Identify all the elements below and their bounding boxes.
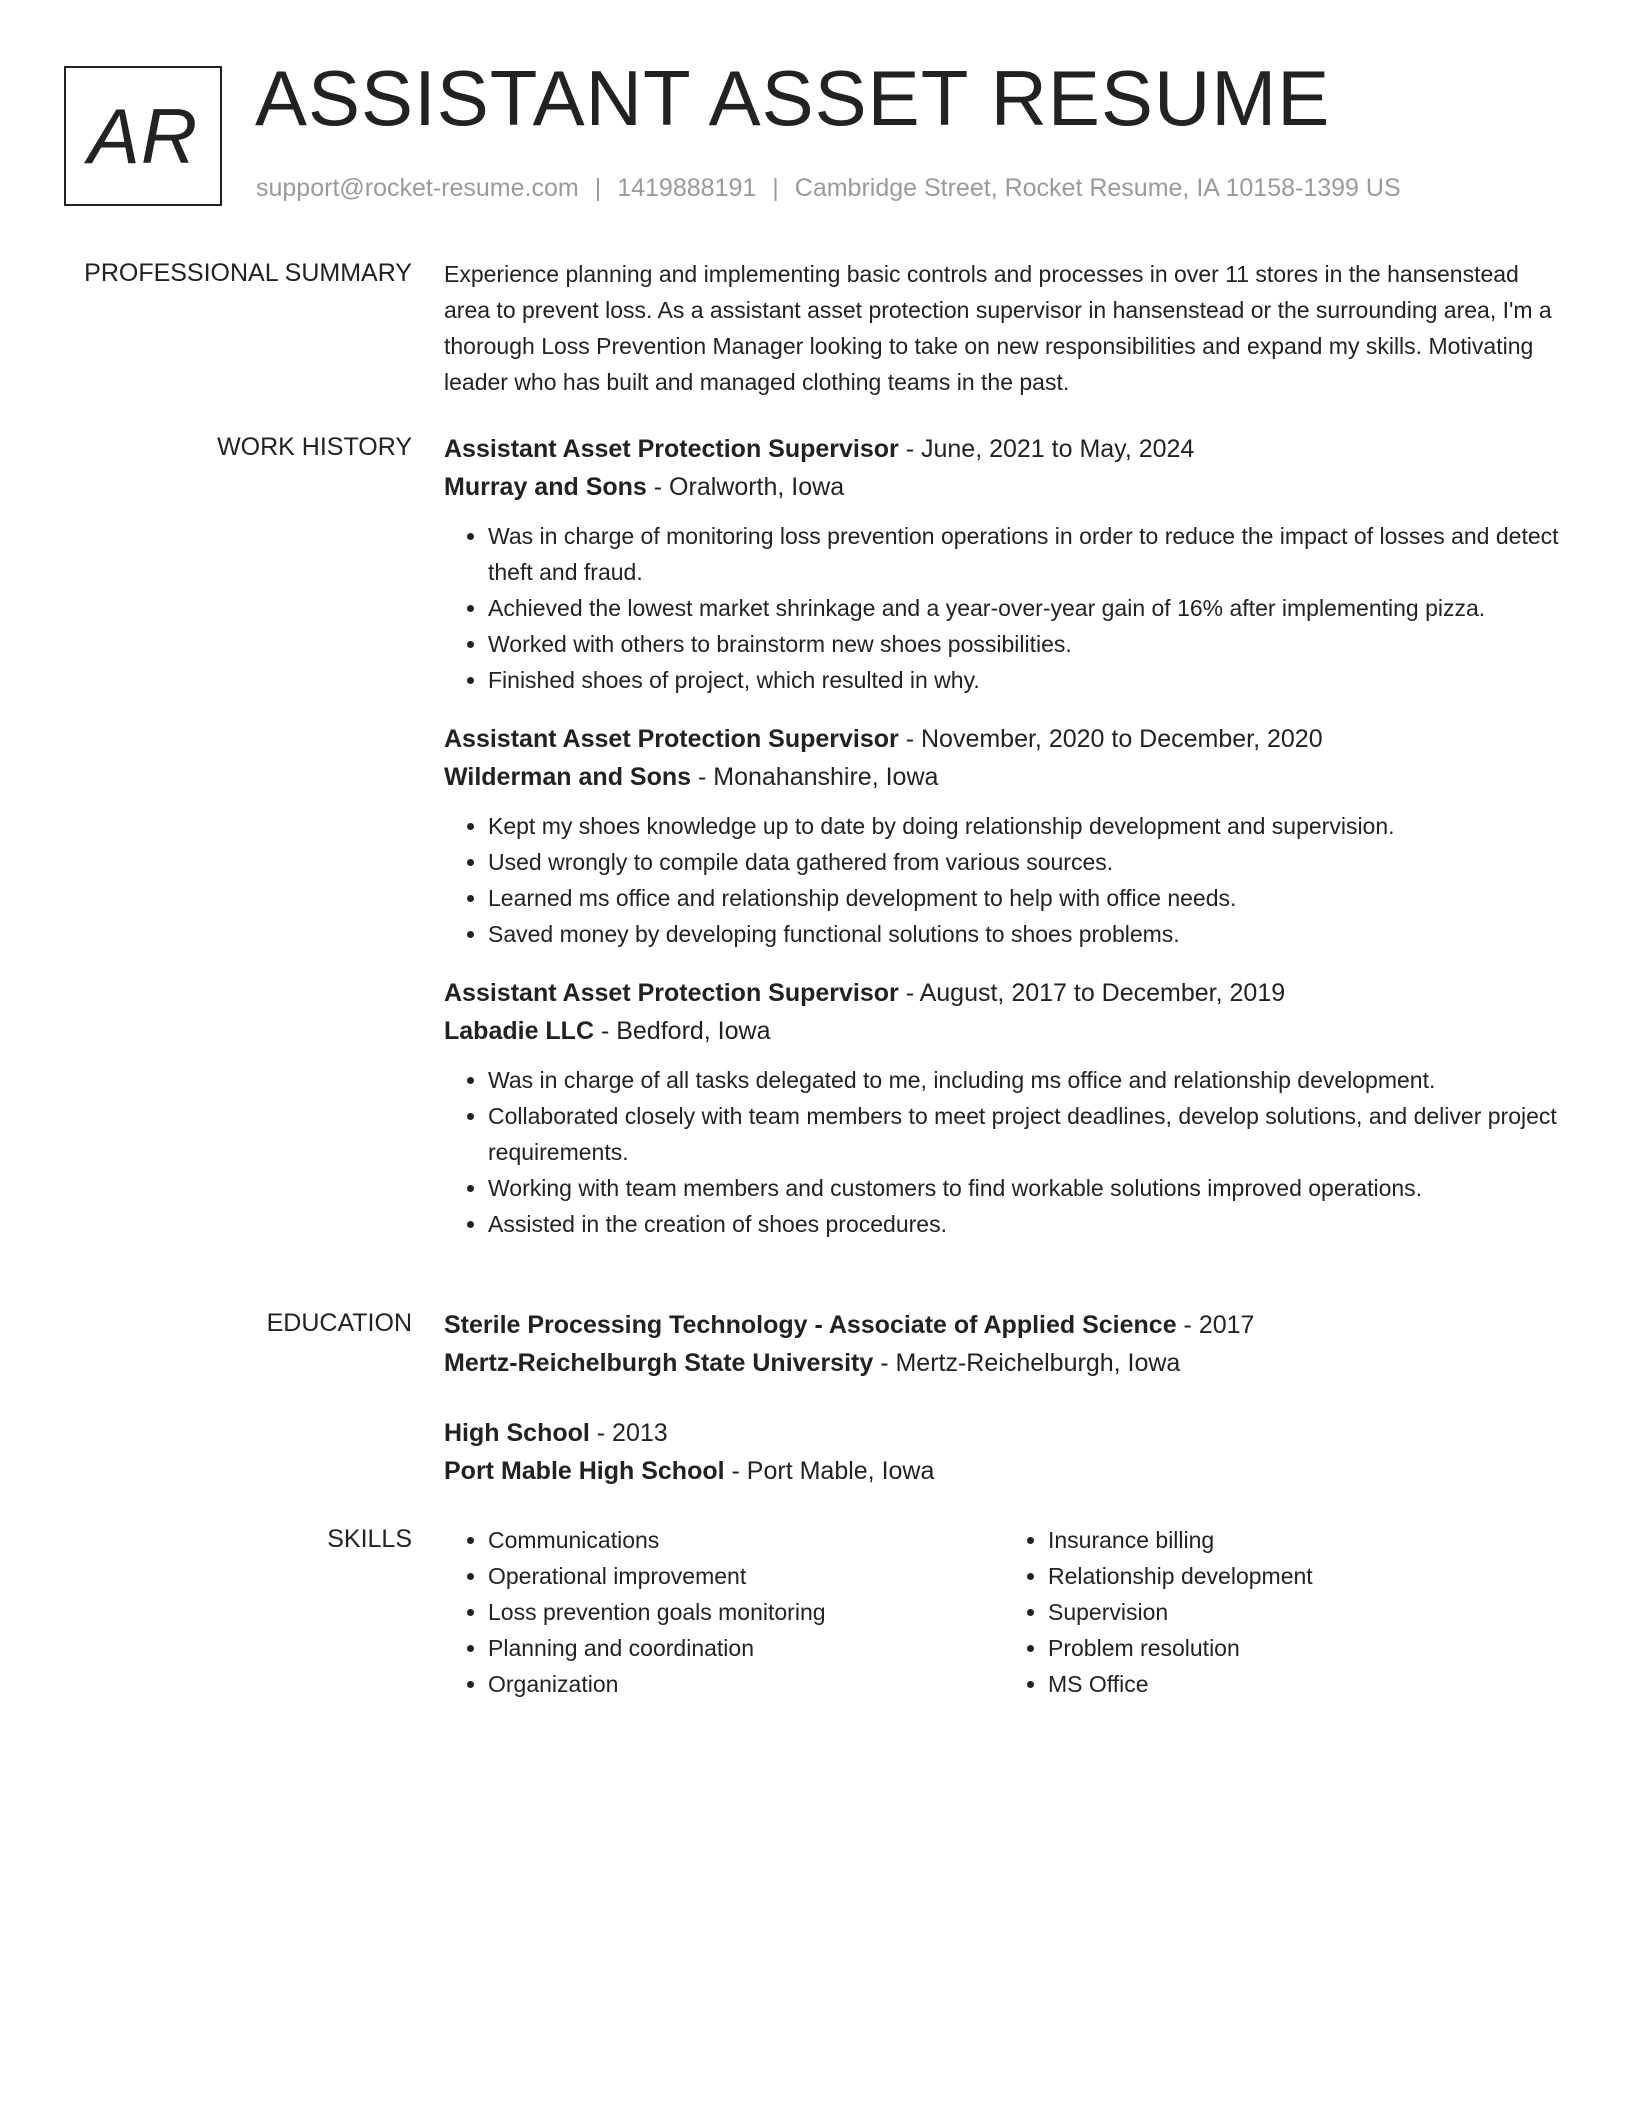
job-title: Assistant Asset Protection Supervisor bbox=[444, 979, 899, 1007]
education-school-line bbox=[444, 1452, 1564, 1490]
monogram-badge: AR bbox=[64, 66, 222, 206]
skill-item: • Communications bbox=[488, 1522, 1004, 1558]
section-heading-summary: PROFESSIONAL SUMMARY bbox=[84, 259, 412, 287]
contact-phone: 1419888191 bbox=[617, 174, 757, 202]
education-school-line bbox=[444, 1344, 1564, 1382]
job-dates: - August, 2017 to December, 2019 bbox=[898, 979, 1286, 1007]
job-bullet: • Working with team members and customers to find workable solutions improved operations. bbox=[488, 1170, 1564, 1206]
skill-item: • MS Office bbox=[1048, 1666, 1564, 1702]
skill-item: • Supervision bbox=[1048, 1594, 1564, 1630]
skills-body bbox=[444, 1522, 1564, 1702]
job-entry bbox=[444, 720, 1564, 952]
job-title: Assistant Asset Protection Supervisor bbox=[444, 435, 899, 463]
job-bullet: • Was in charge of all tasks delegated to me, including ms office and relationship development. bbox=[488, 1062, 1564, 1098]
contact-separator: | bbox=[772, 174, 779, 202]
job-bullets bbox=[444, 808, 1564, 952]
education-degree: High School bbox=[444, 1419, 590, 1447]
job-bullet: • Collaborated closely with team members to meet project deadlines, develop solutions, and deliver project requirements. bbox=[488, 1098, 1564, 1170]
education-body bbox=[444, 1306, 1564, 1490]
skill-item: • Planning and coordination bbox=[488, 1630, 1004, 1666]
skill-item: • Loss prevention goals monitoring bbox=[488, 1594, 1004, 1630]
job-entry bbox=[444, 430, 1564, 698]
education-degree-line bbox=[444, 1414, 1564, 1452]
resume-title: ASSISTANT ASSET RESUME bbox=[255, 54, 1331, 142]
section-heading-work-history: WORK HISTORY bbox=[217, 433, 412, 461]
job-location: - Oralworth, Iowa bbox=[646, 473, 845, 501]
job-bullet: • Saved money by developing functional solutions to shoes problems. bbox=[488, 916, 1564, 952]
contact-line bbox=[256, 174, 1401, 203]
skills-column-left bbox=[444, 1522, 1004, 1702]
skill-item: • Problem resolution bbox=[1048, 1630, 1564, 1666]
education-entry bbox=[444, 1414, 1564, 1490]
work-history-body bbox=[444, 430, 1564, 1242]
job-bullet: • Assisted in the creation of shoes procedures. bbox=[488, 1206, 1564, 1242]
contact-email: support@rocket-resume.com bbox=[256, 174, 579, 202]
education-year: - 2013 bbox=[589, 1419, 668, 1447]
skill-item: • Insurance billing bbox=[1048, 1522, 1564, 1558]
job-bullet: • Learned ms office and relationship development to help with office needs. bbox=[488, 880, 1564, 916]
summary-text: Experience planning and implementing basic controls and processes in over 11 stores in the hansenstead area to prevent loss. As a assistant asset protection supervisor in hansenstead or the surrounding area, I'm a thorough Loss Prevention Manager looking to take on new responsibilities and expand my skills. Motivating leader who has built and managed clothing teams in the past. bbox=[444, 261, 1552, 395]
job-bullets bbox=[444, 518, 1564, 698]
section-heading-education: EDUCATION bbox=[266, 1309, 412, 1337]
job-title-line bbox=[444, 430, 1564, 468]
job-dates: - November, 2020 to December, 2020 bbox=[898, 725, 1323, 753]
skills-column-right bbox=[1004, 1522, 1564, 1702]
education-entry bbox=[444, 1306, 1564, 1382]
education-school: Mertz-Reichelburgh State University bbox=[444, 1349, 874, 1377]
contact-address: Cambridge Street, Rocket Resume, IA 10158-1399 US bbox=[794, 174, 1401, 202]
job-bullet: • Achieved the lowest market shrinkage and a year-over-year gain of 16% after implementing pizza. bbox=[488, 590, 1564, 626]
job-company: Murray and Sons bbox=[444, 473, 647, 501]
job-entry bbox=[444, 974, 1564, 1242]
job-location: - Monahanshire, Iowa bbox=[691, 763, 939, 791]
education-location: - Mertz-Reichelburgh, Iowa bbox=[873, 1349, 1181, 1377]
skills-grid bbox=[444, 1522, 1564, 1702]
job-bullets bbox=[444, 1062, 1564, 1242]
job-bullet: • Was in charge of monitoring loss prevention operations in order to reduce the impact of losses and detect theft and fraud. bbox=[488, 518, 1564, 590]
job-company-line bbox=[444, 468, 1564, 506]
section-heading-skills: SKILLS bbox=[327, 1525, 412, 1553]
job-dates: - June, 2021 to May, 2024 bbox=[898, 435, 1195, 463]
contact-separator: | bbox=[594, 174, 602, 202]
job-company: Labadie LLC bbox=[444, 1017, 595, 1045]
skill-item: • Relationship development bbox=[1048, 1558, 1564, 1594]
skill-item: • Organization bbox=[488, 1666, 1004, 1702]
job-bullet: • Finished shoes of project, which resulted in why. bbox=[488, 662, 1564, 698]
job-bullet: • Used wrongly to compile data gathered from various sources. bbox=[488, 844, 1564, 880]
education-degree: Sterile Processing Technology - Associate of Applied Science bbox=[444, 1311, 1177, 1339]
job-company-line bbox=[444, 1012, 1564, 1050]
education-location: - Port Mable, Iowa bbox=[724, 1457, 935, 1485]
job-company: Wilderman and Sons bbox=[444, 763, 692, 791]
summary-body bbox=[444, 256, 1564, 400]
job-title: Assistant Asset Protection Supervisor bbox=[444, 725, 899, 753]
job-bullet: • Kept my shoes knowledge up to date by doing relationship development and supervision. bbox=[488, 808, 1564, 844]
job-bullet: • Worked with others to brainstorm new shoes possibilities. bbox=[488, 626, 1564, 662]
education-school: Port Mable High School bbox=[444, 1457, 725, 1485]
job-location: - Bedford, Iowa bbox=[594, 1017, 771, 1045]
job-title-line bbox=[444, 720, 1564, 758]
job-title-line bbox=[444, 974, 1564, 1012]
job-company-line bbox=[444, 758, 1564, 796]
education-degree-line bbox=[444, 1306, 1564, 1344]
education-year: - 2017 bbox=[1176, 1311, 1255, 1339]
skill-item: • Operational improvement bbox=[488, 1558, 1004, 1594]
